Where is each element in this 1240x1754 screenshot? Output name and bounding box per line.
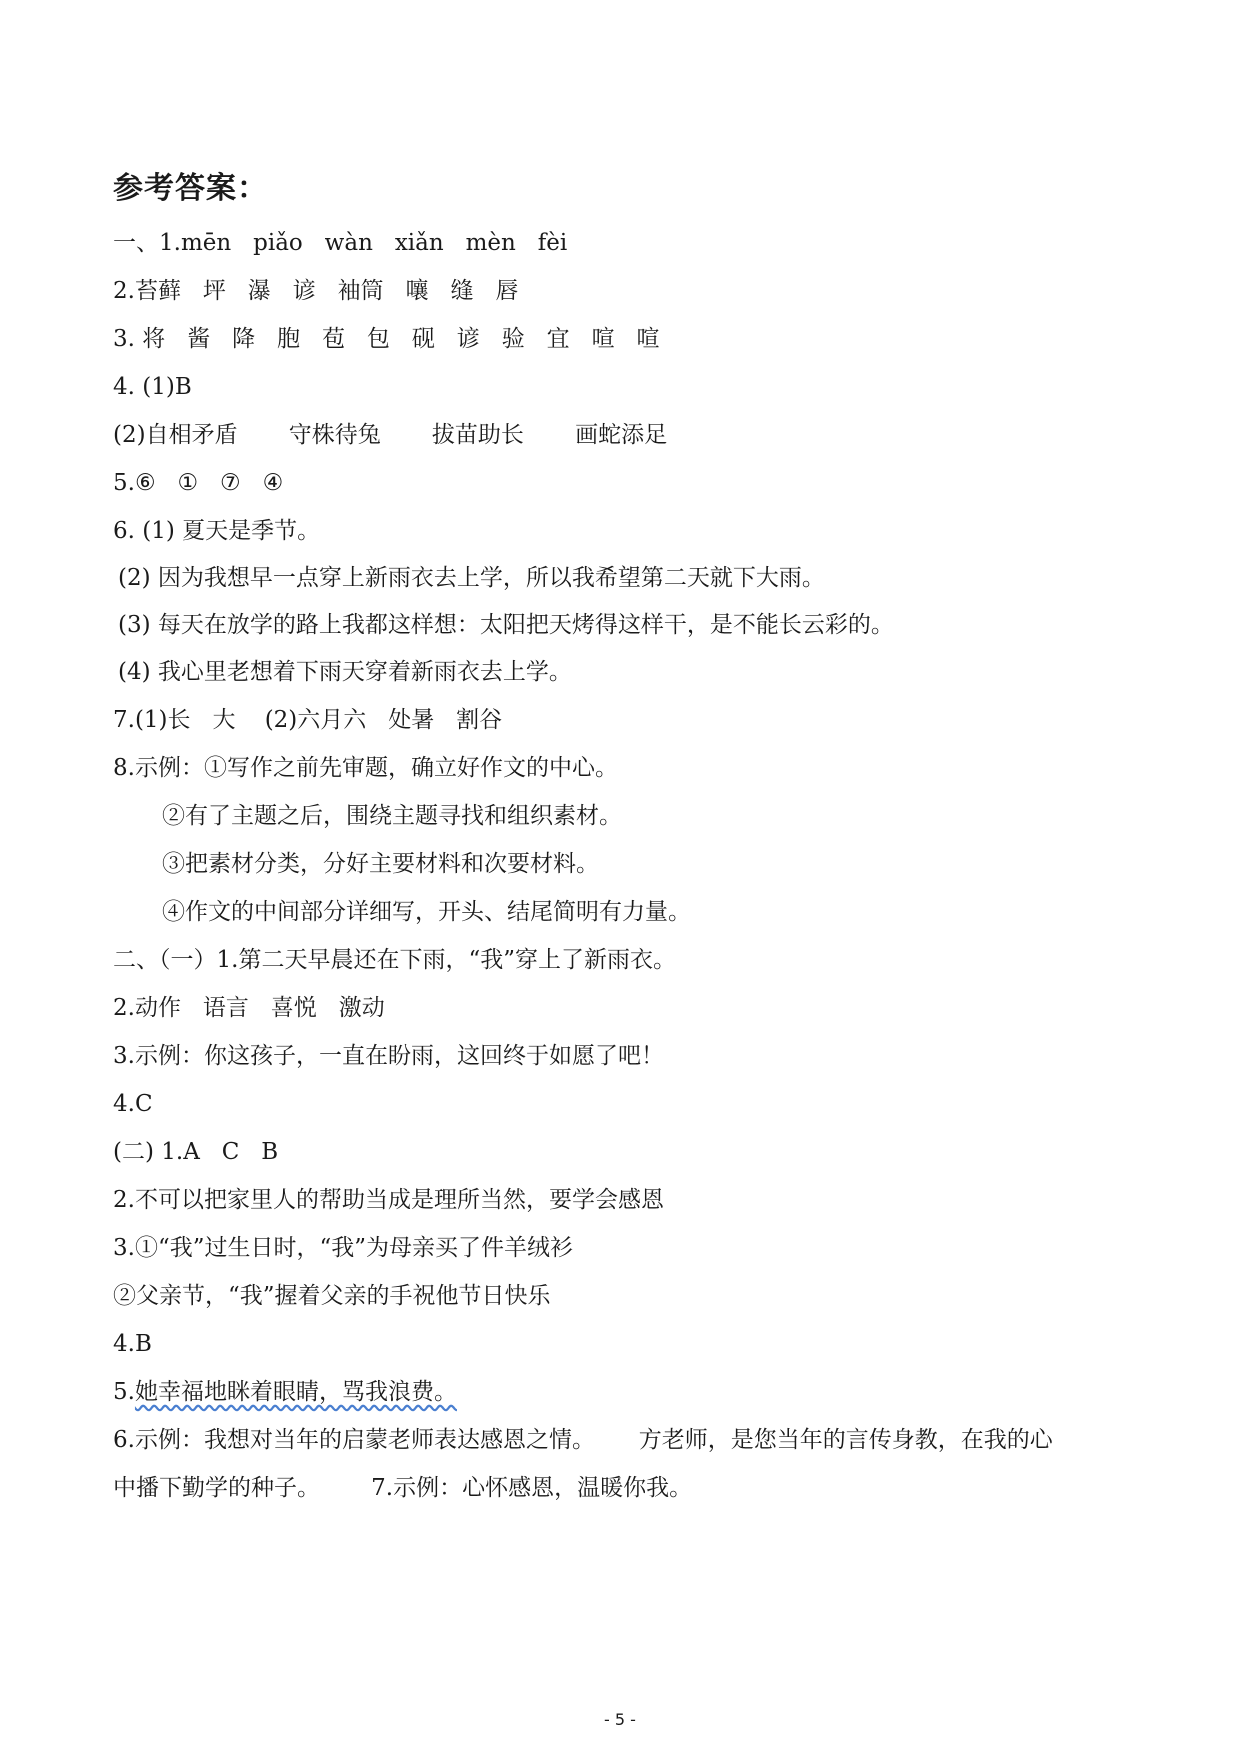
answer-line-2b-4: 4.B [113, 1331, 152, 1357]
page-number: - 5 - [604, 1710, 636, 1729]
answer-line-1-4: 4. (1)B [113, 374, 192, 400]
answer-line-1-6-3: (3) 每天在放学的路上我都这样想：太阳把天烤得这样干，是不能长云彩的。 [118, 612, 894, 638]
answer-line-1-6-4: (4) 我心里老想着下雨天穿着新雨衣去上学。 [118, 659, 572, 685]
answer-line-2b-3-2: ②父亲节，“我”握着父亲的手祝他节日快乐 [113, 1283, 551, 1309]
answer-line-2b-3: 3.①“我”过生日时，“我”为母亲买了件羊绒衫 [113, 1235, 573, 1261]
answer-line-1-8-4: ④作文的中间部分详细写，开头、结尾简明有力量。 [162, 899, 691, 925]
answer-5-sentence: 她幸福地眯着眼睛，骂我浪费。 [134, 1379, 457, 1405]
answer-line-1-3: 3. 将 酱 降 胞 苞 包 砚 谚 验 宜 喧 喧 [113, 326, 660, 352]
answer-5-number: 5. [113, 1379, 135, 1405]
answer-line-1-1: 一、1.mēn piǎo wàn xiǎn mèn fèi [113, 230, 568, 256]
answer-line-2b-6-2: 中播下勤学的种子。 7.示例：心怀感恩，温暖你我。 [113, 1475, 693, 1501]
answer-line-2b-6: 6.示例：我想对当年的启蒙老师表达感恩之情。 方老师，是您当年的言传身教，在我的心 [113, 1427, 1053, 1453]
answer-line-1-4-2: (2)自相矛盾 守株待兔 拔苗助长 画蛇添足 [113, 422, 668, 448]
answer-line-1-7: 7.(1)长 大 (2)六月六 处暑 割谷 [113, 707, 503, 733]
answer-line-1-5: 5.⑥ ① ⑦ ④ [113, 470, 284, 496]
answer-line-2b-5 [113, 1377, 457, 1407]
answer-line-2b-2: 2.不可以把家里人的帮助当成是理所当然，要学会感恩 [113, 1187, 664, 1213]
answer-line-2-1: 二、（一）1.第二天早晨还在下雨，“我”穿上了新雨衣。 [113, 947, 676, 973]
answer-line-1-6-2: (2) 因为我想早一点穿上新雨衣去上学，所以我希望第二天就下大雨。 [118, 565, 825, 591]
answer-line-2b-1: (二) 1.A C B [113, 1139, 279, 1165]
answer-line-2-3: 3.示例：你这孩子，一直在盼雨，这回终于如愿了吧！ [113, 1043, 664, 1069]
page-title: 参考答案： [113, 171, 268, 206]
answer-line-2-4: 4.C [113, 1091, 153, 1117]
answer-line-2-2: 2.动作 语言 喜悦 激动 [113, 995, 385, 1021]
answer-line-1-8: 8.示例：①写作之前先审题，确立好作文的中心。 [113, 755, 618, 781]
answer-line-1-8-2: ②有了主题之后，围绕主题寻找和组织素材。 [162, 803, 622, 829]
answer-line-1-6: 6. (1) 夏天是季节。 [113, 518, 321, 544]
answer-line-1-2: 2.苔藓 坪 瀑 谚 袖筒 嚷 缝 唇 [113, 278, 519, 304]
answer-line-1-8-3: ③把素材分类，分好主要材料和次要材料。 [162, 851, 599, 877]
